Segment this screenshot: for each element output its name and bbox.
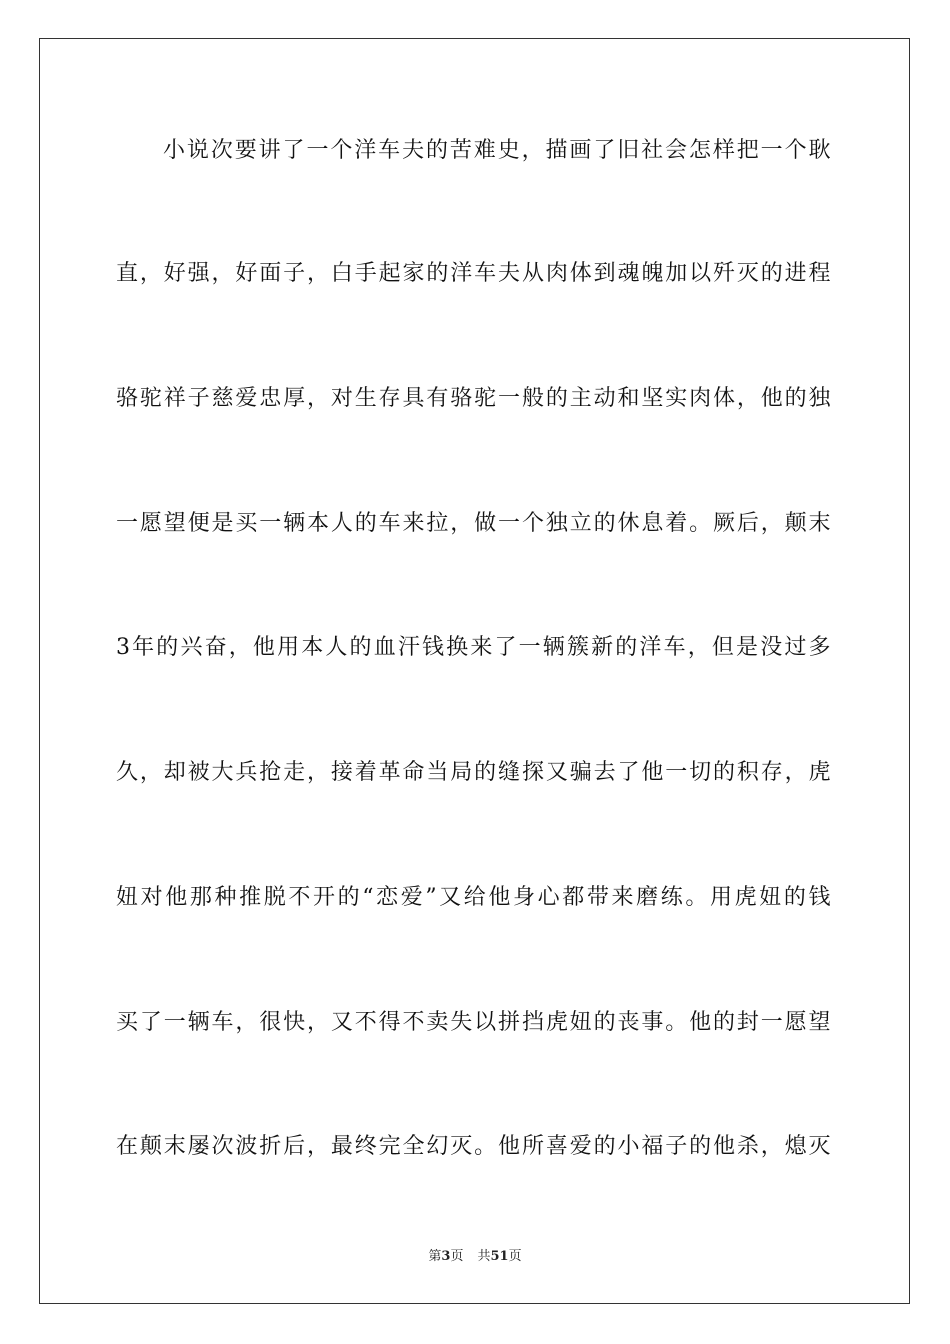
page-footer xyxy=(0,1248,950,1266)
body-text-line: 一愿望便是买一辆本人的车来拉，做一个独立的休息着。厥后，颠末 xyxy=(116,511,832,536)
body-text-line: 3年的兴奋，他用本人的血汗钱换来了一辆簇新的洋车，但是没过多 xyxy=(116,635,832,660)
body-text-line: 买了一辆车，很快，又不得不卖失以拼挡虎妞的丧事。他的封一愿望 xyxy=(116,1010,832,1035)
body-text-line: 妞对他那种推脱不开的“恋爱”又给他身心都带来磨练。用虎妞的钱 xyxy=(116,885,832,910)
total-prefix: 共 xyxy=(477,1249,491,1264)
body-text-line: 直，好强，好面子，白手起家的洋车夫从肉体到魂魄加以歼灭的进程 xyxy=(116,261,832,286)
body-text-line: 久，却被大兵抢走，接着革命当局的缝探又骗去了他一切的积存，虎 xyxy=(116,760,832,785)
page-suffix: 页 xyxy=(450,1249,464,1264)
page-border xyxy=(39,38,910,1304)
body-text-line: 小说次要讲了一个洋车夫的苦难史，描画了旧社会怎样把一个耿 xyxy=(163,138,832,163)
body-text-line: 在颠末屡次波折后，最终完全幻灭。他所喜爱的小福子的他杀，熄灭 xyxy=(116,1134,832,1159)
total-suffix: 页 xyxy=(508,1249,522,1264)
body-text-line: 骆驼祥子慈爱忠厚，对生存具有骆驼一般的主动和坚实肉体，他的独 xyxy=(116,386,832,411)
total-pages: 51 xyxy=(490,1249,509,1264)
page-number: 3 xyxy=(441,1249,451,1264)
page-prefix: 第 xyxy=(428,1249,442,1264)
